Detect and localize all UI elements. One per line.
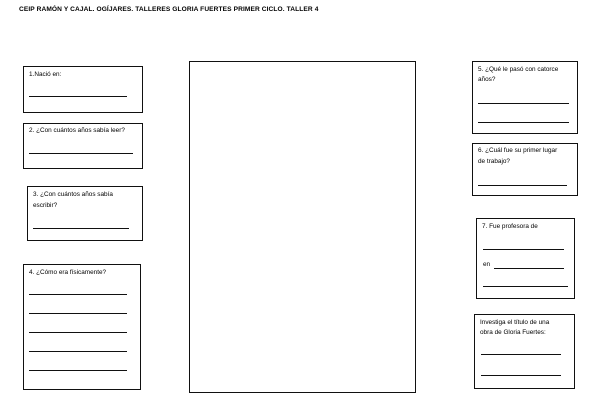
question-1-text: 1.Nació en: <box>29 71 62 78</box>
question-3-text-line1: 3. ¿Con cuántos años sabía <box>33 191 113 198</box>
question-7-en-label: en <box>483 261 491 268</box>
answer-line[interactable] <box>481 375 561 376</box>
question-box-3 <box>27 186 143 241</box>
worksheet-header: CEIP RAMÓN Y CAJAL. OGÍJARES. TALLERES GLORIA FUERTES PRIMER CICLO. TALLER 4 <box>19 6 319 13</box>
question-8-text-line1: Investiga el título de una <box>480 319 550 326</box>
question-8-text-line2: obra de Gloria Fuertes: <box>480 329 546 336</box>
answer-line[interactable] <box>481 354 561 355</box>
answer-line[interactable] <box>33 228 129 229</box>
question-5-text-line2: años? <box>478 76 496 83</box>
question-box-5 <box>472 61 578 134</box>
drawing-area[interactable] <box>189 61 416 393</box>
answer-line[interactable] <box>29 294 127 295</box>
answer-line[interactable] <box>478 122 569 123</box>
question-6-text-line2: de trabajo? <box>478 158 510 165</box>
question-box-1 <box>23 66 143 113</box>
question-box-6 <box>472 143 578 196</box>
answer-line[interactable] <box>478 185 567 186</box>
answer-line[interactable] <box>483 286 568 287</box>
answer-line[interactable] <box>29 96 127 97</box>
question-box-7 <box>476 218 575 299</box>
answer-line[interactable] <box>478 103 569 104</box>
answer-line[interactable] <box>29 313 127 314</box>
answer-line[interactable] <box>29 370 127 371</box>
answer-line[interactable] <box>494 268 564 269</box>
answer-line[interactable] <box>29 332 127 333</box>
question-6-text-line1: 6. ¿Cuál fue su primer lugar <box>478 147 558 154</box>
question-box-4 <box>23 264 141 390</box>
answer-line[interactable] <box>29 351 127 352</box>
question-box-2 <box>23 123 143 169</box>
question-2-text: 2. ¿Con cuántos años sabía leer? <box>29 127 125 134</box>
answer-line[interactable] <box>483 249 564 250</box>
question-3-text-line2: escribir? <box>33 202 58 209</box>
question-box-8 <box>474 314 575 389</box>
question-7-text: 7. Fue profesora de <box>482 223 538 230</box>
question-4-text: 4. ¿Cómo era físicamente? <box>29 269 107 276</box>
answer-line[interactable] <box>29 153 133 154</box>
question-5-text-line1: 5. ¿Qué le pasó con catorce <box>478 66 559 73</box>
